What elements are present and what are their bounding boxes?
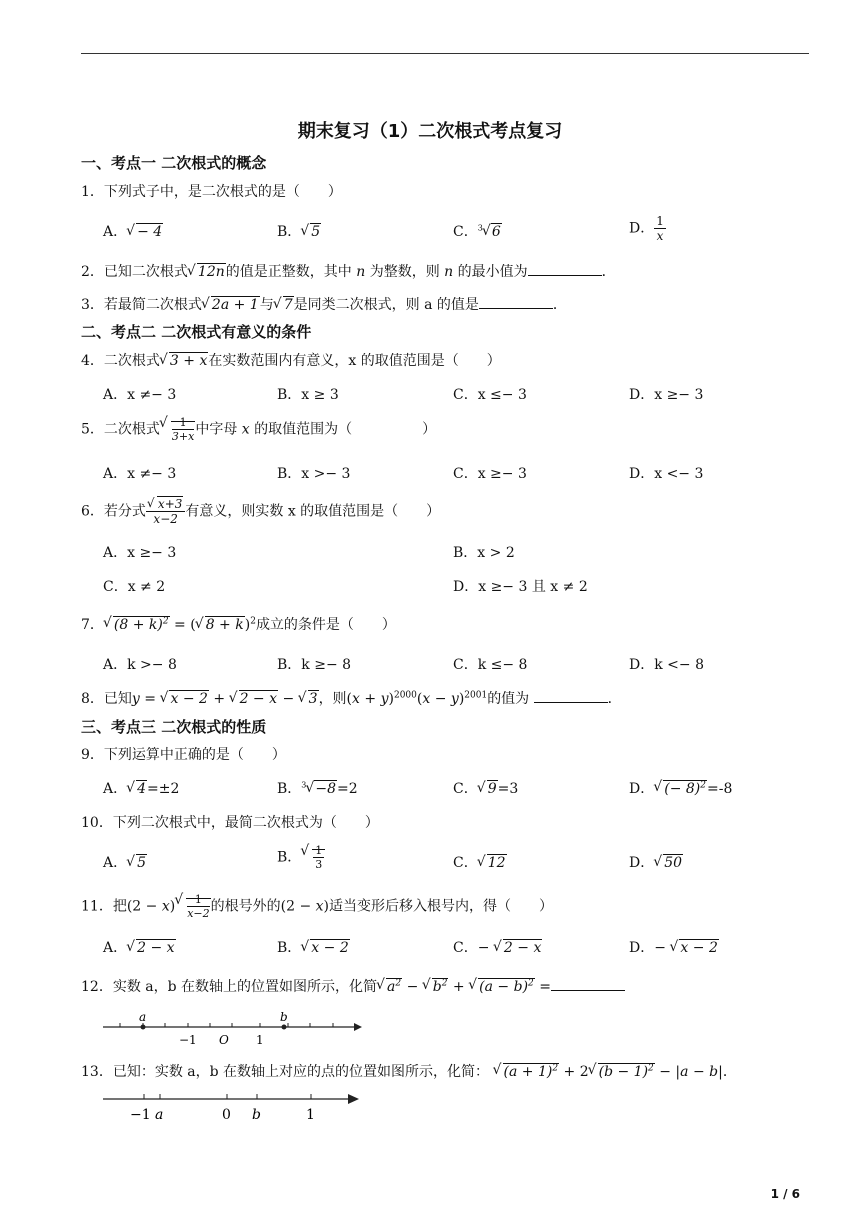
q7-option-c: C．k ≤− 8 [453, 657, 528, 673]
svg-text:O: O [219, 1033, 229, 1047]
q5-option-d: D．x <− 3 [629, 466, 704, 482]
q9-option-c: C．√ 9=3 [453, 778, 518, 798]
svg-text:a: a [155, 1107, 164, 1123]
question-3: 3．若最简二次根式√ 2a + 1与√ 7是同类二次根式，则 a 的值是 ． [81, 294, 567, 314]
q9-option-b: B．$^3$√ −8=2 [277, 778, 358, 798]
svg-text:0: 0 [222, 1107, 231, 1123]
q11-option-a: A．√ 2 − x [103, 937, 176, 957]
q10-option-d: D．√ 50 [629, 852, 683, 872]
q10-option-b: B． √ $\frac{1}{3}$ [277, 844, 325, 871]
q9-option-a: A．√ 4=±2 [103, 778, 179, 798]
section-heading-2: 二、考点二 二次根式有意义的条件 [81, 323, 312, 341]
q7-option-a: A．k >− 8 [103, 657, 177, 673]
q6-option-c: C．x ≠ 2 [103, 579, 166, 595]
page-number: 1 / 6 [770, 1187, 800, 1201]
q11-option-c: C．− √ 2 − x [453, 937, 542, 957]
q11-option-b: B．√ x − 2 [277, 937, 350, 957]
q4-option-b: B．x ≥ 3 [277, 387, 339, 403]
q11-option-d: D．− √ x − 2 [629, 937, 719, 957]
q7-option-d: D．k <− 8 [629, 657, 704, 673]
page-title: 期末复习（1）二次根式考点复习 [297, 121, 563, 142]
q10-option-c: C．√ 12 [453, 852, 507, 872]
svg-text:1: 1 [256, 1033, 264, 1047]
q5-option-c: C．x ≥− 3 [453, 466, 527, 482]
q6-option-b: B．x > 2 [453, 545, 515, 561]
q4-option-a: A．x ≠− 3 [103, 387, 177, 403]
q6-option-a: A．x ≥− 3 [103, 545, 177, 561]
question-10: 10．下列二次根式中，最简二次根式为（ ） [81, 815, 379, 831]
question-5: 5．二次根式 √ $\frac{1}{3+x}$ 中字母 x 的取值范围为（ ） [81, 416, 436, 443]
q1-option-b: B．√ 5 [277, 221, 321, 241]
q7-option-b: B．k ≥− 8 [277, 657, 352, 673]
svg-text:−1: −1 [179, 1033, 197, 1047]
svg-text:1: 1 [306, 1107, 315, 1123]
q1-option-a: A．√ − 4 [103, 221, 163, 241]
svg-text:−1: −1 [130, 1107, 151, 1123]
question-6: 6．若分式 √ $\frac{x+3}{x-2}$ 有意义，则实数 x 的取值范围是（ ） [81, 497, 440, 526]
question-2: 2．已知二次根式√ 12n的值是正整数，其中 n 为整数，则 n 的最小值为 ． [81, 261, 616, 281]
question-11: 11．把(2 − x) √ $\frac{1}{x-2}$ 的根号外的(2 − x)适当变形后移入根号内，得（ ） [81, 893, 553, 920]
question-8: 8．已知y = √ x − 2 + √ 2 − x − √ 3，则$(x + y)^{2000}(x - y)^{2001}$的值为 ． [81, 688, 622, 708]
number-line-q13 [100, 1088, 365, 1126]
q6-option-d: D．x ≥− 3 且 x ≠ 2 [453, 579, 588, 595]
q4-option-c: C．x ≤− 3 [453, 387, 527, 403]
question-7: 7．√ $(8 + k)^2$ = (√ 8 + k)$^2$成立的条件是（ ） [81, 614, 396, 634]
svg-text:b: b [280, 1010, 288, 1024]
section-heading-3: 三、考点三 二次根式的性质 [81, 718, 267, 736]
section-heading-1: 一、考点一 二次根式的概念 [81, 154, 267, 172]
q5-option-a: A．x ≠− 3 [103, 466, 177, 482]
q4-option-d: D．x ≥− 3 [629, 387, 704, 403]
svg-text:b: b [252, 1107, 261, 1123]
question-4: 4．二次根式√ 3 + x在实数范围内有意义，x 的取值范围是（ ） [81, 350, 501, 370]
svg-text:a: a [139, 1010, 147, 1024]
q5-option-b: B．x >− 3 [277, 466, 351, 482]
q9-option-d: D．√ (− 8)$^2$=-8 [629, 778, 732, 798]
number-line-q12 [100, 1008, 365, 1048]
header-rule [81, 53, 809, 54]
question-9: 9．下列运算中正确的是（ ） [81, 747, 286, 763]
question-13: 13．已知：实数 a，b 在数轴上对应的点的位置如图所示，化简： √ $(a + 1)^2 + 2√$ $(b - 1)^2 - |a - b|$． [81, 1061, 737, 1081]
question-12: 12．实数 a，b 在数轴上的位置如图所示，化简√ $a^2$ − √ $b^2$ + √ $(a - b)^2$ = [81, 976, 625, 996]
q10-option-a: A．√ 5 [103, 852, 147, 872]
question-1: 1．下列式子中，是二次根式的是（ ） [81, 184, 342, 200]
q1-option-d: D． $\frac{1}{x}$ [629, 214, 664, 243]
q1-option-c: C．$^3$√ 6 [453, 221, 502, 241]
